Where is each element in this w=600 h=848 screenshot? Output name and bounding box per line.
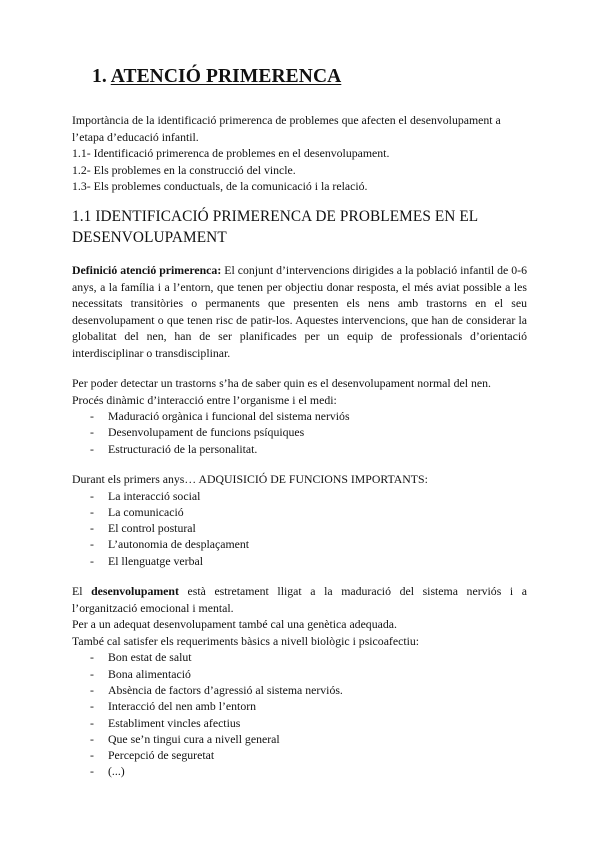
definition-block — [72, 262, 527, 362]
development-block — [72, 583, 527, 780]
early-years-block — [72, 471, 527, 569]
detection-line-2: Procés dinàmic d’interacció entre l’organisme i el medi: — [72, 392, 337, 407]
definition-paragraph — [72, 262, 527, 362]
functions-list — [72, 488, 527, 569]
toc-item: 1.3- Els problemes conductuals, de la comunicació i la relació. — [72, 179, 368, 194]
intro-text: Importància de la identificació primerenca de problemes que afecten el desenvolupament a l’etapa d’educació infantil. — [72, 113, 501, 144]
list-item: - Que se’n tingui cura a nivell general — [90, 731, 280, 746]
list-item: - L’autonomia de desplaçament — [90, 537, 250, 552]
detection-list — [72, 408, 527, 457]
chapter-number: 1. — [92, 66, 111, 87]
chapter-title: ATENCIÓ PRIMERENCA — [110, 66, 342, 87]
list-item: - Bon estat de salut — [90, 650, 192, 665]
definition-text: El conjunt d’intervencions dirigides a la població infantil de 0-6 anys, a la família i a l’entorn, que tenen per objectiu donar resposta, el més aviat possible a les necessitats transitòries o permanents que presenten els nens amb trastorns en el seu desenvolupament o que tenen risc de patir-los. Aquestes intervencions, que han de considerar la globalitat del nen, han de ser planificades per un equip de professionals d’orientació interdisciplinar o transdisciplinar. — [72, 263, 527, 360]
list-item: - Interacció del nen amb l’entorn — [90, 699, 257, 714]
section-heading-block — [72, 206, 527, 248]
list-item: - El llenguatge verbal — [90, 553, 203, 568]
list-item: - Percepció de seguretat — [90, 748, 215, 763]
requirements-list — [72, 649, 527, 779]
development-paragraph: El desenvolupament està estretament lligat a la maduració del sistema nerviós i a l’organització emocional i mental. — [72, 584, 527, 615]
list-item: - Maduració orgànica i funcional del sistema nerviós — [90, 409, 350, 424]
list-item: - Estructuració de la personalitat. — [90, 441, 258, 456]
list-item: - Absència de factors d’agressió al sistema nerviós. — [90, 682, 343, 697]
list-item: - Bona alimentació — [90, 666, 191, 681]
list-item: - La comunicació — [90, 504, 184, 519]
detection-block — [72, 375, 527, 457]
development-line-3: També cal satisfer els requeriments bàsics a nivell biològic i psicoafectiu: — [72, 633, 420, 648]
detection-line-1: Per poder detectar un trastorns s’ha de saber quin es el desenvolupament normal del nen. — [72, 376, 491, 390]
list-item: - La interacció social — [90, 488, 201, 503]
toc-item: 1.1- Identificació primerenca de problemes en el desenvolupament. — [72, 146, 390, 161]
list-item: - (...) — [90, 764, 125, 779]
intro-block — [72, 112, 527, 195]
list-item: - Desenvolupament de funcions psíquiques — [90, 425, 305, 440]
toc-item: 1.2- Els problemes en la construcció del vincle. — [72, 162, 296, 177]
section-title: 1.1 IDENTIFICACIÓ PRIMERENCA DE PROBLEMES EN EL DESENVOLUPAMENT — [72, 208, 478, 246]
development-keyword: desenvolupament — [91, 584, 179, 598]
early-years-line: Durant els primers anys… ADQUISICIÓ DE FUNCIONS IMPORTANTS: — [72, 472, 428, 486]
chapter-heading — [92, 66, 341, 88]
definition-label: Definició atenció primerenca: — [72, 263, 222, 277]
list-item: - Establiment vincles afectius — [90, 715, 241, 730]
list-item: - El control postural — [90, 521, 196, 536]
development-line-2: Per a un adequat desenvolupament també cal una genètica adequada. — [72, 617, 397, 632]
